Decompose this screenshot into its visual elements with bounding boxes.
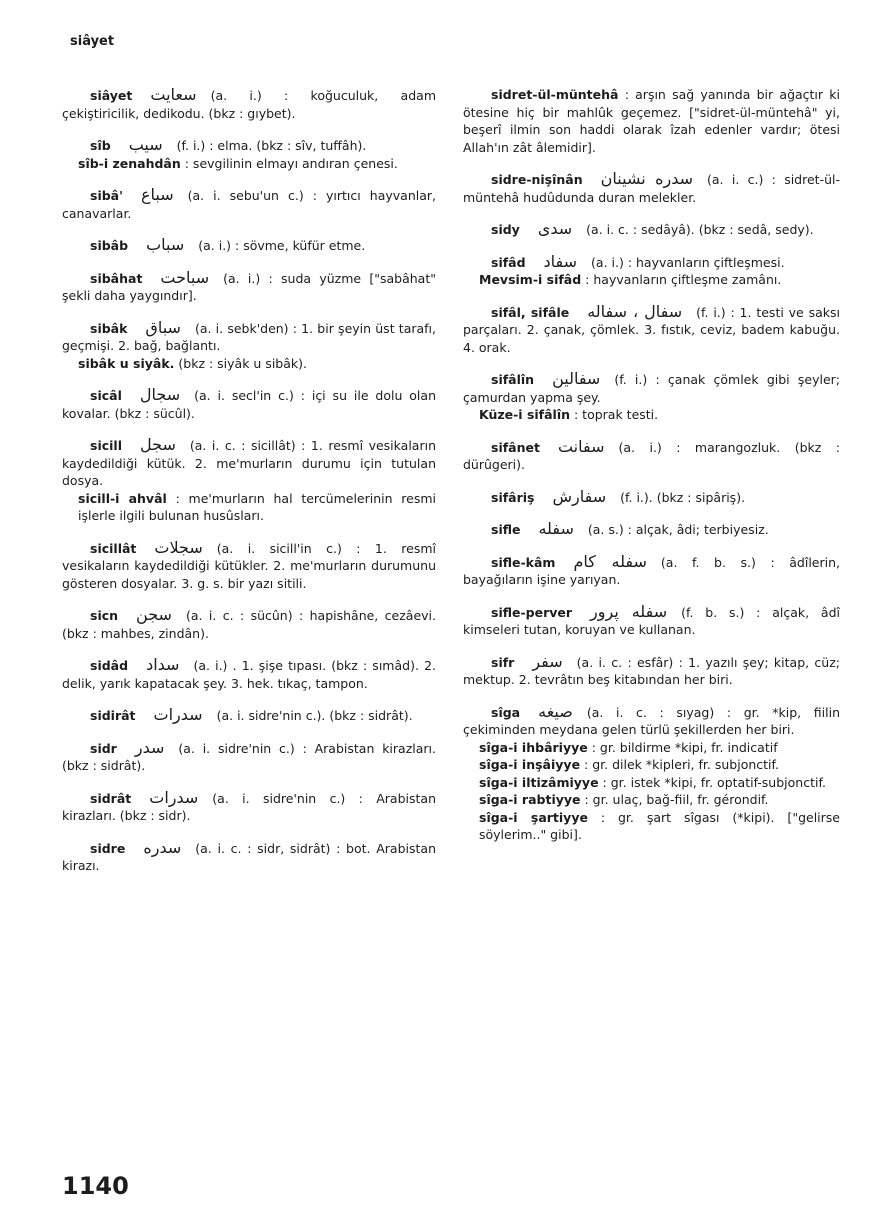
right-column (463, 86, 840, 844)
entry-definition: : arşın sağ yanında bir ağaçtır ki ötesine hiç bir mahlûk geçemez. ["sidret-ül-müntehâ" yi, beşerî ilmin son haddi olarak îzah edenler vardır; ötesi Allah'ın zât âlemidir]. (463, 87, 840, 155)
entry-arabic-script: سدى (537, 219, 573, 238)
dictionary-entry (62, 386, 436, 422)
entry-headword: sidre-nişînân (491, 172, 583, 187)
entry-arabic-script: سدره نشينان (600, 169, 694, 188)
dictionary-entry (62, 789, 436, 825)
entry-headword: sifâlîn (491, 372, 535, 387)
dictionary-entry (62, 490, 436, 525)
dictionary-entry (463, 271, 840, 289)
dictionary-entry (463, 703, 840, 739)
entry-headword: sifle-perver (491, 604, 573, 620)
entry-arabic-script: سباب (146, 235, 185, 254)
entry-definition: (a. i. sebu'un c.) : yırtıcı hayvanlar, canavarlar. (62, 188, 436, 221)
entry-definition: (f. b. s.) : alçak, âdî kimseleri tutan, koruyan ve kullanan. (463, 604, 840, 637)
entry-arabic-script: سجل (140, 435, 176, 454)
entry-headword: sifâd (491, 254, 526, 270)
entry-definition: : gr. istek *kipi, fr. optatif-subjonctif. (602, 774, 826, 790)
entry-definition: (f. i.). (bkz : sipâriş). (620, 489, 746, 505)
dictionary-entry (463, 756, 840, 774)
dictionary-entry (463, 220, 840, 239)
entry-definition: : gr. bildirme *kipi, fr. indicatif (591, 739, 778, 755)
entry-headword: sifle (491, 522, 521, 537)
entry-arabic-script: سفر (532, 651, 563, 671)
entry-arabic-script: صيغه (538, 701, 573, 721)
entry-definition: (a. i. c. : sıyag) : gr. *kip, fiilin çekiminden meydana gelen türlü şekillerden her biri. (463, 704, 840, 737)
entry-headword: sîga-i ihbâriyye (479, 739, 588, 755)
entry-definition: (a. i. sicill'in c.) : 1. resmî vesikaların kaydedildiği kütükler. 2. me'murların durumunu gösteren dosyalar. 3. g. s. bir yazı sitili. (62, 540, 436, 591)
dictionary-entry (463, 520, 840, 539)
entry-arabic-script: سدره (143, 837, 182, 857)
entry-definition: (a. i.) : sövme, küfür etme. (198, 238, 366, 253)
dictionary-entry (62, 186, 436, 222)
entry-headword: sifâriş (491, 489, 535, 505)
dictionary-entry (463, 739, 840, 757)
entry-headword: sifle-kâm (491, 554, 556, 570)
dictionary-entry (62, 155, 436, 173)
dictionary-entry (463, 791, 840, 809)
dictionary-entry (62, 269, 436, 305)
dictionary-entry (62, 136, 436, 155)
entry-definition: (a. i. c. : esfâr) : 1. yazılı şey; kitap, cüz; mektup. 2. tevrâtın beş kitabından her biri. (463, 654, 840, 687)
entry-headword: sicill-i ahvâl (78, 490, 167, 506)
entry-headword: sîga (491, 704, 521, 720)
entry-definition: : gr. ulaç, bağ-fiil, fr. gérondif. (584, 792, 769, 807)
entry-headword: sibâk u siyâk. (78, 355, 175, 371)
entry-headword: sîga-i iltizâmiyye (479, 774, 599, 790)
entry-arabic-script: سجلات (154, 537, 203, 557)
entry-arabic-script: سفانت (557, 436, 605, 456)
entry-definition: (a. i. sidre'nin c.) : Arabistan kirazları. (bkz : sidrât). (62, 740, 436, 773)
entry-headword: sîga-i şartiyye (479, 809, 588, 825)
dictionary-entry (463, 653, 840, 689)
entry-headword: Küze-i sifâlîn (479, 407, 571, 422)
dictionary-entry (62, 606, 436, 642)
entry-arabic-script: سفارش (552, 486, 607, 506)
entry-headword: sidirât (90, 708, 136, 723)
entry-arabic-script: سجال (139, 385, 181, 404)
entry-arabic-script: سفال ، سفاله (587, 301, 683, 321)
entry-definition: (a. i. secl'in c.) : içi su ile dolu olan kovalar. (bkz : sücûl). (62, 388, 436, 421)
entry-headword: sifâl, sifâle (491, 304, 570, 320)
entry-definition: (a. i.) : hayvanların çiftleşmesi. (591, 254, 785, 270)
dictionary-entry (463, 809, 840, 844)
dictionary-entry (463, 603, 840, 639)
entry-definition: (a. i.) : koğuculuk, adam çekiştiricilik, dedikodu. (bkz : gıybet). (62, 88, 436, 121)
entry-arabic-script: سفاد (543, 251, 578, 271)
entry-headword: sîga-i rabtiyye (479, 792, 581, 807)
entry-arabic-script: سباحت (160, 267, 210, 287)
entry-headword: sibâk (90, 320, 128, 336)
entry-definition: (a. f. b. s.) : âdîlerin, bayağıların işine yarıyan. (463, 554, 841, 587)
dictionary-entry (463, 253, 840, 272)
entry-headword: sidre (90, 840, 126, 856)
entry-arabic-script: سفالين (552, 369, 601, 388)
dictionary-entry (463, 406, 840, 424)
entry-arabic-script: سباع (140, 185, 174, 204)
entry-headword: sidr (90, 740, 117, 756)
entry-definition: (f. i.) : 1. testi ve saksı parçaları. 2. çanak, çömlek. 3. fıstık, ceviz, badem kabuğu. 4. orak. (463, 304, 840, 355)
entry-headword: sîga-i inşâiyye (479, 757, 581, 772)
entry-definition: : sevgilinin elmayı andıran çenesi. (184, 155, 398, 171)
entry-definition: (a. i.) : suda yüzme ["sabâhat" şekli daha yaygındır]. (62, 270, 436, 303)
dictionary-entry (62, 436, 436, 490)
entry-arabic-script: سداد (146, 655, 180, 674)
entry-arabic-script: سعايت (150, 85, 197, 104)
entry-arabic-script: سدرات (149, 787, 199, 807)
entry-arabic-script: سفله كام (573, 551, 647, 571)
entry-definition: (a. i. sidre'nin c.) : Arabistan kirazları. (bkz : sidr). (62, 790, 436, 823)
entry-headword: sîb (90, 138, 111, 153)
entry-arabic-script: سجن (136, 605, 172, 624)
entry-definition: (a. s.) : alçak, âdi; terbiyesiz. (587, 522, 769, 537)
entry-headword: sicillât (90, 540, 137, 556)
dictionary-entry (463, 438, 840, 474)
entry-headword: Mevsim-i sifâd (479, 272, 582, 287)
entry-headword: sicill (90, 438, 122, 453)
page-number: 1140 (62, 1172, 129, 1200)
dictionary-entry (62, 539, 436, 593)
entry-definition: (a. i. sidre'nin c.). (bkz : sidrât). (216, 708, 413, 723)
entry-definition: : me'murların hal tercümelerinin resmi işlerle ilgili bulunan husûsları. (78, 490, 437, 523)
dictionary-entry (62, 739, 436, 775)
entry-headword: sibâ' (90, 188, 123, 203)
entry-definition: (a. i. c. : sidr, sidrât) : bot. Arabistan kirazı. (62, 840, 436, 873)
entry-headword: sicn (90, 608, 119, 623)
entry-headword: sidy (491, 222, 520, 237)
entry-definition: (a. i. c. : sücûn) : hapishâne, cezâevi. (bkz : mahbes, zindân). (62, 608, 436, 641)
entry-headword: sifânet (491, 439, 540, 455)
entry-headword: sidâd (90, 658, 129, 673)
entry-arabic-script: سدرات (153, 705, 203, 724)
entry-definition: (f. i.) : çanak çömlek gibi şeyler; çamurdan yapma şey. (463, 372, 840, 405)
entry-headword: sifr (491, 654, 515, 670)
entry-headword: sidret-ül-müntehâ (491, 87, 619, 102)
dictionary-entry (62, 706, 436, 725)
entry-arabic-script: سدر (134, 737, 165, 757)
entry-definition: : gr. dilek *kipleri, fr. subjonctif. (584, 757, 779, 772)
dictionary-entry (62, 656, 436, 692)
entry-definition: (f. i.) : elma. (bkz : sîv, tuffâh). (176, 138, 367, 153)
dictionary-entry (463, 370, 840, 406)
entry-definition: (a. i.) . 1. şişe tıpası. (bkz : sımâd). 2. delik, yarık kapatacak şey. 3. hek. tıkaç, tampon. (62, 658, 436, 691)
entry-arabic-script: سفله (538, 519, 574, 538)
entry-headword: sîb-i zenahdân (78, 155, 181, 171)
dictionary-entry (463, 553, 840, 589)
dictionary-entry (62, 319, 436, 355)
entry-definition: (a. i. c. : sicillât) : 1. resmî vesikaların kaydedildiği kütük. 2. me'murların durumu için tutulan dosya. (62, 438, 436, 488)
entry-definition: : gr. şart sîgası (*kipi). ["gelirse söylerim.." gibi]. (479, 809, 840, 842)
dictionary-entry (463, 774, 840, 792)
dictionary-entry (62, 236, 436, 255)
entry-headword: sicâl (90, 388, 122, 403)
entry-definition: (bkz : siyâk u sibâk). (178, 355, 307, 371)
entry-headword: sibâhat (90, 270, 143, 286)
entry-definition: (a. i. c. : sedâyâ). (bkz : sedâ, sedy). (586, 222, 814, 237)
dictionary-entry (463, 303, 840, 357)
entry-arabic-script: سفله پرور (590, 601, 668, 621)
entry-arabic-script: سباق (145, 317, 181, 337)
dictionary-entry (463, 170, 840, 206)
entry-definition: (a. i. sebk'den) : 1. bir şeyin üst tarafı, geçmişi. 2. bağ, bağlantı. (62, 320, 436, 353)
dictionary-entry (62, 355, 436, 373)
entry-definition: : toprak testi. (574, 407, 659, 422)
entry-headword: sidrât (90, 790, 132, 806)
entry-definition: (a. i.) : marangozluk. (bkz : dürûgeri). (463, 439, 840, 472)
dictionary-entry (463, 488, 840, 507)
entry-headword: siâyet (90, 88, 133, 103)
entry-headword: sibâb (90, 238, 129, 253)
entry-definition: (a. i. c.) : sidret-ül-müntehâ hudûdunda duran melekler. (463, 172, 840, 205)
entry-arabic-script: سيب (128, 135, 163, 154)
running-header: siâyet (70, 34, 115, 49)
left-column (62, 86, 436, 875)
dictionary-entry (62, 839, 436, 875)
dictionary-entry (463, 86, 840, 156)
dictionary-entry (62, 86, 436, 122)
entry-definition: : hayvanların çiftleşme zamânı. (585, 272, 782, 287)
